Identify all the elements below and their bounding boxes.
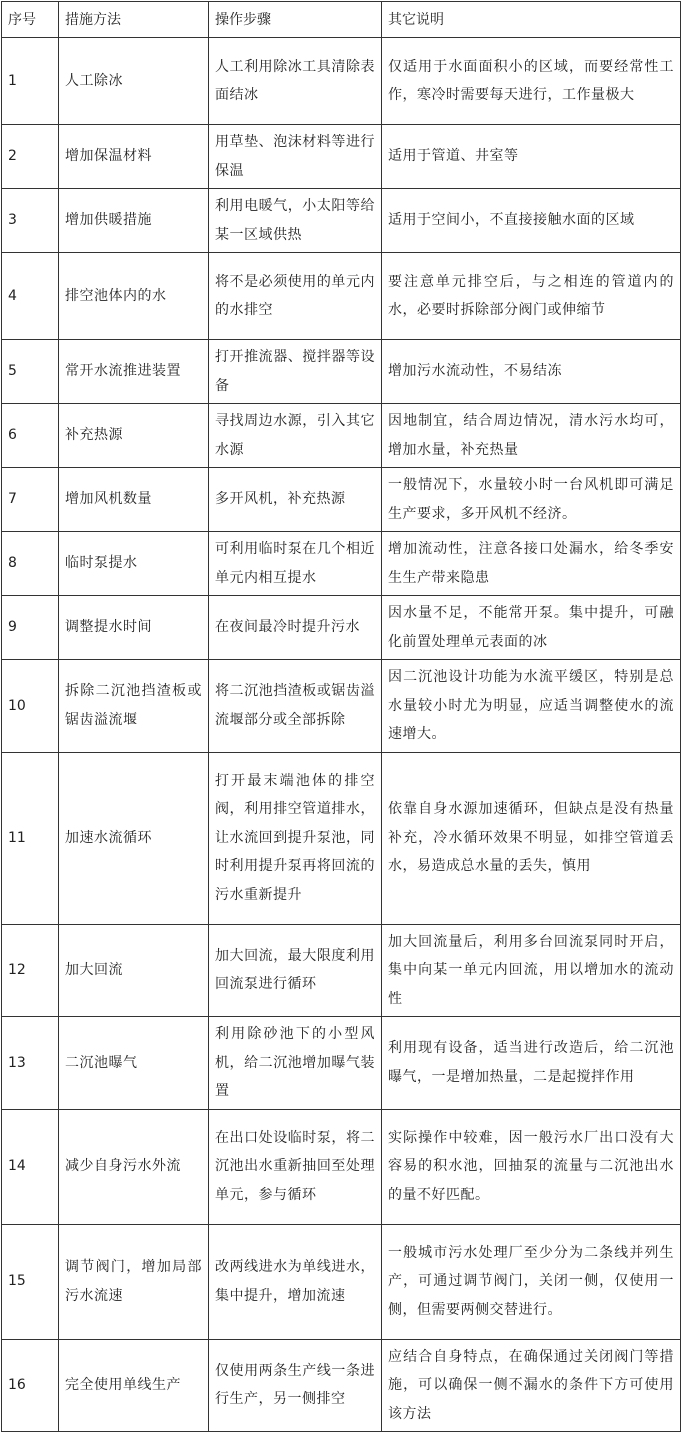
cell-method: 拆除二沉池挡渣板或锯齿溢流堰 bbox=[59, 660, 209, 753]
table-row bbox=[2, 660, 681, 753]
cell-no: 12 bbox=[2, 924, 59, 1017]
cell-steps: 人工利用除冰工具清除表面结冰 bbox=[209, 38, 382, 125]
cell-method: 减少自身污水外流 bbox=[59, 1109, 209, 1224]
cell-notes: 适用于管道、井室等 bbox=[382, 125, 681, 189]
table-row bbox=[2, 752, 681, 924]
cell-steps: 可利用临时泵在几个相近单元内相互提水 bbox=[209, 532, 382, 596]
cell-steps: 利用除砂池下的小型风机，给二沉池增加曝气装置 bbox=[209, 1017, 382, 1110]
cell-notes: 应结合自身特点，在确保通过关闭阀门等措施，可以确保一侧不漏水的条件下方可使用该方法 bbox=[382, 1339, 681, 1432]
cell-method: 完全使用单线生产 bbox=[59, 1339, 209, 1432]
table-row bbox=[2, 468, 681, 532]
cell-method: 调节阀门，增加局部污水流速 bbox=[59, 1224, 209, 1339]
cell-method: 加速水流循环 bbox=[59, 752, 209, 924]
cell-steps: 打开最末端池体的排空阀，利用排空管道排水，让水流回到提升泵池，同时利用提升泵再将回流的污水重新提升 bbox=[209, 752, 382, 924]
cell-notes: 实际操作中较难，因一般污水厂出口没有大容易的积水池，回抽泵的流量与二沉池出水的量不好匹配。 bbox=[382, 1109, 681, 1224]
table-header-row bbox=[2, 2, 681, 38]
cell-notes: 因水量不足，不能常开泵。集中提升，可融化前置处理单元表面的冰 bbox=[382, 596, 681, 660]
cell-notes: 增加污水流动性，不易结冻 bbox=[382, 340, 681, 404]
cell-notes: 一般城市污水处理厂至少分为二条线并列生产，可通过调节阀门，关闭一侧，仅使用一侧，但需要两侧交替进行。 bbox=[382, 1224, 681, 1339]
cell-steps: 利用电暖气，小太阳等给某一区域供热 bbox=[209, 189, 382, 253]
header-no: 序号 bbox=[2, 2, 59, 38]
cell-steps: 在出口处设临时泵，将二沉池出水重新抽回至处理单元，参与循环 bbox=[209, 1109, 382, 1224]
cell-notes: 依靠自身水源加速循环，但缺点是没有热量补充，冷水循环效果不明显，如排空管道丢水，易造成总水量的丢失，慎用 bbox=[382, 752, 681, 924]
table-row bbox=[2, 125, 681, 189]
cell-method: 调整提水时间 bbox=[59, 596, 209, 660]
cell-notes: 加大回流量后，利用多台回流泵同时开启，集中向某一单元内回流，用以增加水的流动性 bbox=[382, 924, 681, 1017]
cell-no: 7 bbox=[2, 468, 59, 532]
header-notes: 其它说明 bbox=[382, 2, 681, 38]
cell-no: 15 bbox=[2, 1224, 59, 1339]
cell-no: 1 bbox=[2, 38, 59, 125]
cell-no: 5 bbox=[2, 340, 59, 404]
cell-method: 增加保温材料 bbox=[59, 125, 209, 189]
cell-method: 人工除冰 bbox=[59, 38, 209, 125]
table-row bbox=[2, 340, 681, 404]
measures-table bbox=[1, 1, 681, 1432]
cell-method: 常开水流推进装置 bbox=[59, 340, 209, 404]
cell-no: 11 bbox=[2, 752, 59, 924]
cell-no: 3 bbox=[2, 189, 59, 253]
cell-steps: 多开风机，补充热源 bbox=[209, 468, 382, 532]
cell-notes: 因地制宜，结合周边情况，清水污水均可，增加水量，补充热量 bbox=[382, 404, 681, 468]
table-row bbox=[2, 38, 681, 125]
cell-notes: 因二沉池设计功能为水流平缓区，特别是总水量较小时尤为明显，应适当调整使水的流速增大。 bbox=[382, 660, 681, 753]
table-row bbox=[2, 189, 681, 253]
cell-method: 排空池体内的水 bbox=[59, 253, 209, 340]
cell-steps: 打开推流器、搅拌器等设备 bbox=[209, 340, 382, 404]
cell-no: 14 bbox=[2, 1109, 59, 1224]
cell-steps: 改两线进水为单线进水，集中提升，增加流速 bbox=[209, 1224, 382, 1339]
table-row bbox=[2, 1109, 681, 1224]
table-row bbox=[2, 596, 681, 660]
table-row bbox=[2, 532, 681, 596]
cell-steps: 仅使用两条生产线一条进行生产，另一侧排空 bbox=[209, 1339, 382, 1432]
cell-no: 9 bbox=[2, 596, 59, 660]
cell-notes: 要注意单元排空后，与之相连的管道内的水，必要时拆除部分阀门或伸缩节 bbox=[382, 253, 681, 340]
table-row bbox=[2, 1339, 681, 1432]
table-row bbox=[2, 924, 681, 1017]
cell-no: 6 bbox=[2, 404, 59, 468]
header-method: 措施方法 bbox=[59, 2, 209, 38]
cell-no: 8 bbox=[2, 532, 59, 596]
cell-steps: 在夜间最冷时提升污水 bbox=[209, 596, 382, 660]
table-row bbox=[2, 253, 681, 340]
cell-notes: 利用现有设备，适当进行改造后，给二沉池曝气，一是增加热量，二是起搅拌作用 bbox=[382, 1017, 681, 1110]
cell-steps: 寻找周边水源，引入其它水源 bbox=[209, 404, 382, 468]
header-steps: 操作步骤 bbox=[209, 2, 382, 38]
cell-steps: 加大回流，最大限度利用回流泵进行循环 bbox=[209, 924, 382, 1017]
cell-steps: 将不是必须使用的单元内的水排空 bbox=[209, 253, 382, 340]
cell-method: 加大回流 bbox=[59, 924, 209, 1017]
cell-notes: 一般情况下，水量较小时一台风机即可满足生产要求，多开风机不经济。 bbox=[382, 468, 681, 532]
cell-method: 临时泵提水 bbox=[59, 532, 209, 596]
cell-no: 16 bbox=[2, 1339, 59, 1432]
cell-method: 增加风机数量 bbox=[59, 468, 209, 532]
cell-notes: 增加流动性，注意各接口处漏水，给冬季安生生产带来隐患 bbox=[382, 532, 681, 596]
cell-no: 2 bbox=[2, 125, 59, 189]
cell-notes: 仅适用于水面面积小的区域，而要经常性工作，寒冷时需要每天进行，工作量极大 bbox=[382, 38, 681, 125]
cell-steps: 用草垫、泡沫材料等进行保温 bbox=[209, 125, 382, 189]
cell-method: 增加供暖措施 bbox=[59, 189, 209, 253]
cell-no: 4 bbox=[2, 253, 59, 340]
cell-notes: 适用于空间小，不直接接触水面的区域 bbox=[382, 189, 681, 253]
table-row bbox=[2, 1224, 681, 1339]
table-row bbox=[2, 404, 681, 468]
cell-no: 13 bbox=[2, 1017, 59, 1110]
cell-method: 二沉池曝气 bbox=[59, 1017, 209, 1110]
table-row bbox=[2, 1017, 681, 1110]
cell-steps: 将二沉池挡渣板或锯齿溢流堰部分或全部拆除 bbox=[209, 660, 382, 753]
cell-method: 补充热源 bbox=[59, 404, 209, 468]
cell-no: 10 bbox=[2, 660, 59, 753]
